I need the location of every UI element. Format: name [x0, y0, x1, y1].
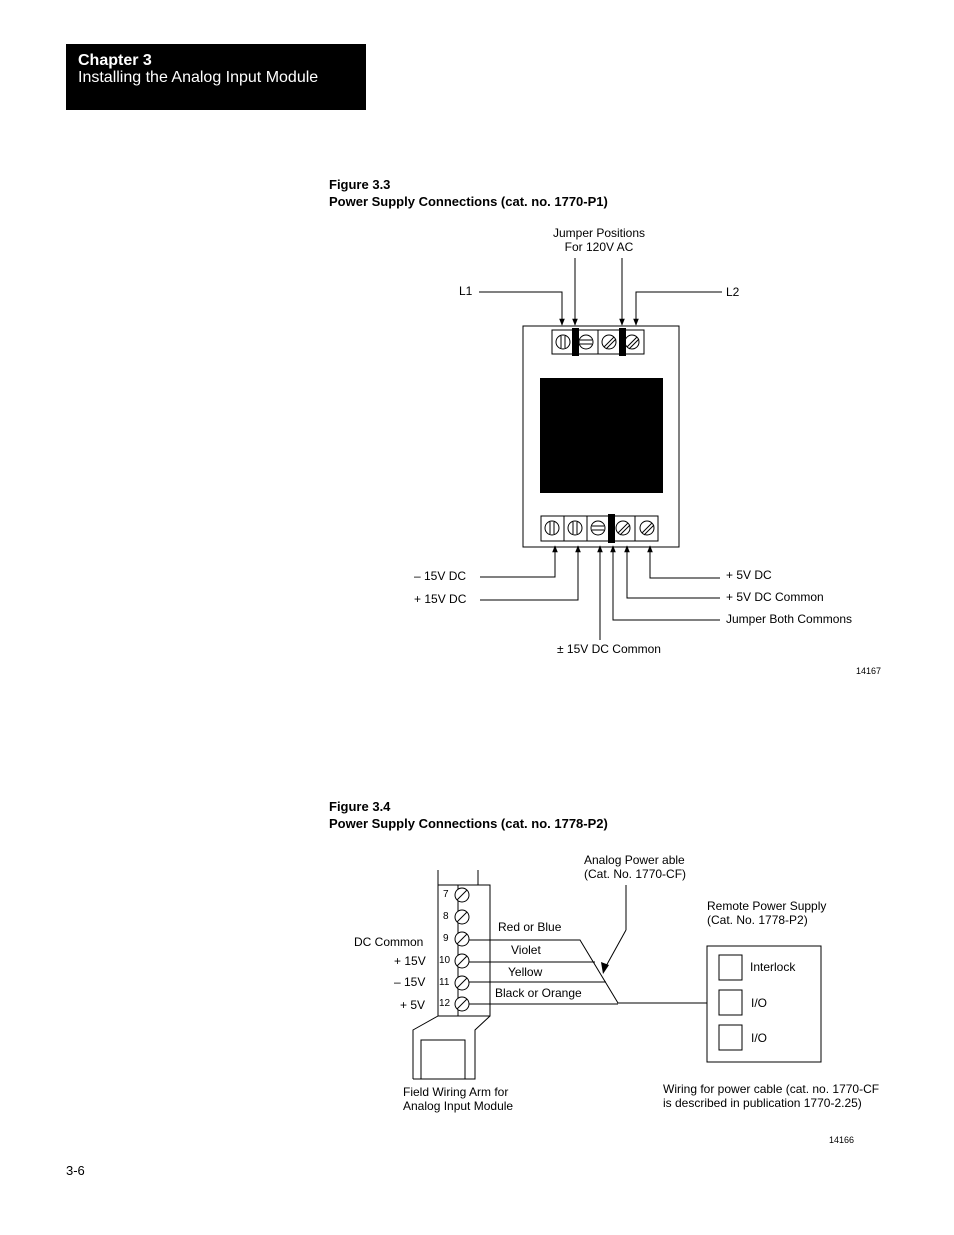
io-label-2: I/O: [751, 1031, 768, 1045]
wire-yellow-label: Yellow: [508, 965, 543, 979]
io-label-1: I/O: [751, 996, 768, 1010]
plus-5v-dc-label: + 5V DC: [726, 568, 772, 582]
figure-3-4-number: Figure 3.4: [329, 799, 391, 814]
figure-3-3-number: Figure 3.3: [329, 177, 391, 192]
plus-5v-label: + 5V: [400, 998, 426, 1012]
figure-3-3-ref-number: 14167: [856, 666, 882, 676]
remote-label-line1: Remote Power Supply: [707, 899, 827, 913]
wire-red-label: Red or Blue: [498, 920, 562, 934]
cable-label-line2: (Cat. No. 1770-CF): [584, 867, 687, 881]
wiring-note-line2: is described in publication 1770-2.25): [663, 1096, 862, 1110]
chapter-title: Installing the Analog Input Module: [78, 69, 319, 86]
jumper-both-commons-label: Jumper Both Commons: [726, 612, 853, 626]
wiring-note-line1: Wiring for power cable (cat. no. 1770-CF: [663, 1082, 880, 1096]
arm-label-line2: Analog Input Module: [403, 1099, 514, 1113]
terminal-8: 8: [443, 911, 449, 922]
plus-15v-label: + 15V: [394, 954, 426, 968]
minus-15v-dc-label: – 15V DC: [414, 569, 467, 583]
plus-5v-dc-common-label: + 5V DC Common: [726, 590, 824, 604]
terminal-10: 10: [439, 955, 451, 966]
terminal-9: 9: [443, 933, 449, 944]
wire-violet-label: Violet: [511, 943, 541, 957]
wiring-note: [663, 1082, 879, 1110]
remote-label-line2: (Cat. No. 1778-P2): [707, 913, 808, 927]
field-wiring-arm-label: [403, 1085, 513, 1113]
pm-15v-dc-common-label: ± 15V DC Common: [557, 642, 661, 656]
page-number: 3-6: [66, 1163, 85, 1178]
figure-3-3-title: Power Supply Connections (cat. no. 1770-P1): [329, 194, 608, 209]
analog-power-cable-label: [584, 853, 686, 881]
plus-15v-dc-label: + 15V DC: [414, 592, 467, 606]
arm-label-line1: Field Wiring Arm for: [403, 1085, 509, 1099]
dc-common-label: DC Common: [354, 935, 424, 949]
minus-15v-label: – 15V: [394, 975, 426, 989]
remote-power-supply-label: [707, 899, 826, 927]
figure-3-4-ref-number: 14166: [829, 1135, 855, 1145]
l1-label: L1: [459, 284, 473, 298]
terminal-11: 11: [439, 977, 450, 988]
jumper-label-line1: Jumper Positions: [552, 226, 646, 240]
cable-label-line1: Analog Power able: [584, 853, 685, 867]
interlock-label: Interlock: [750, 960, 796, 974]
wire-black-label: Black or Orange: [495, 986, 582, 1000]
terminal-7: 7: [443, 889, 449, 900]
l2-label: L2: [726, 285, 740, 299]
jumper-label-line2: For 120V AC: [564, 240, 634, 254]
figure-3-4-title: Power Supply Connections (cat. no. 1778-P2): [329, 816, 608, 831]
terminal-12: 12: [439, 998, 451, 1009]
chapter-number: Chapter 3: [78, 52, 152, 69]
